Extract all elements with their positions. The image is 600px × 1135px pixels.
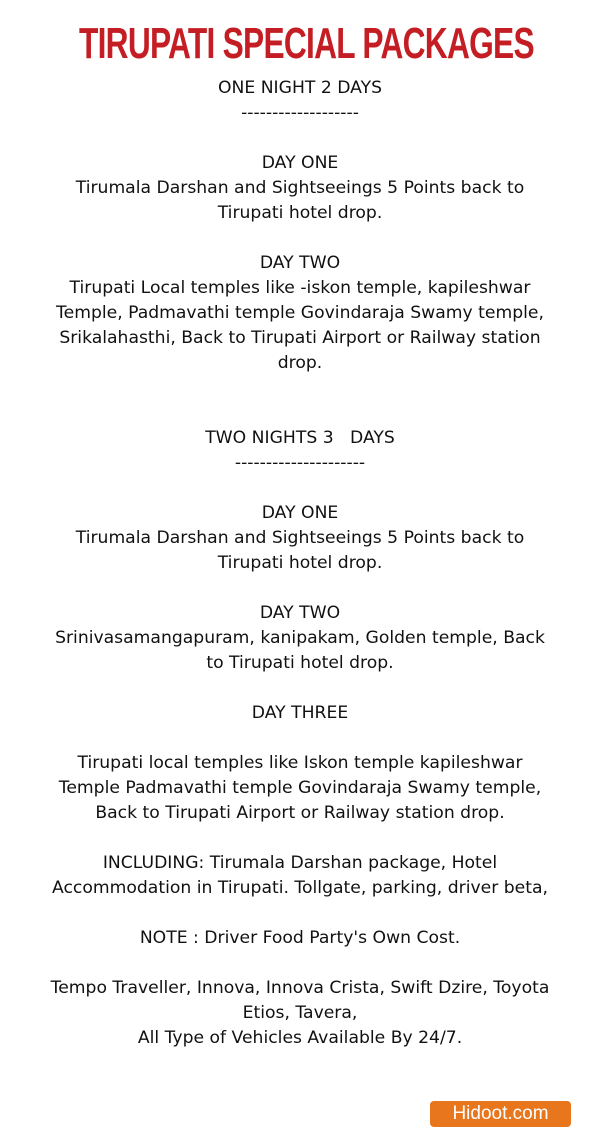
spacer [0,951,600,976]
day-description-line: Temple, Padmavathi temple Govindaraja Swamy temple, [56,303,544,323]
spacer [0,826,600,851]
divider: ------------------- [241,103,359,123]
vehicles-line: All Type of Vehicles Available By 24/7. [137,1028,463,1048]
divider: --------------------- [234,453,366,473]
day-description-line: to Tirupati hotel drop. [206,653,394,673]
day-description-line: Srinivasamangapuram, kanipakam, Golden temple, Back [55,628,545,648]
day-two-block [0,251,600,376]
day-description-line: Tirupati local temples like Iskon temple kapileshwar [77,753,523,773]
day-label: DAY TWO [259,603,341,623]
spacer [0,401,600,426]
vehicles-line: Tempo Traveller, Innova, Innova Crista, Swift Dzire, Toyota [50,978,550,998]
spacer [0,576,600,601]
day-label: DAY THREE [251,703,349,723]
vehicles-block [0,976,600,1051]
package-two-nights-three-days [0,426,600,826]
day-description-line: Tirumala Darshan and Sightseeings 5 Points back to [75,178,525,198]
day-description-line: Srikalahasthi, Back to Tirupati Airport or Railway station [59,328,541,348]
spacer [0,476,600,501]
day-label: DAY ONE [261,153,339,173]
including-line: INCLUDING: Tirumala Darshan package, Hotel [102,853,498,873]
package-heading: ONE NIGHT 2 DAYS [217,78,382,98]
package-content [0,76,600,1051]
spacer [0,676,600,701]
including-line: Accommodation in Tirupati. Tollgate, parking, driver beta, [52,878,548,898]
hidoot-watermark-badge: Hidoot.com [430,1101,571,1127]
spacer [0,376,600,401]
day-description-line: Tirupati hotel drop. [217,203,383,223]
page-title: TIRUPATI SPECIAL PACKAGES [78,19,534,68]
day-description-line: Tirumala Darshan and Sightseeings 5 Points back to [75,528,525,548]
day-description-line: drop. [277,353,323,373]
including-block [0,851,600,901]
day-two-block [0,601,600,676]
spacer [0,726,600,751]
day-label: DAY TWO [259,253,341,273]
package-one-night-two-days [0,76,600,376]
day-description-line: Back to Tirupati Airport or Railway station drop. [95,803,505,823]
day-description-line: Tirupati hotel drop. [217,553,383,573]
vehicles-line: Etios, Tavera, [242,1003,358,1023]
spacer [0,901,600,926]
day-one-block [0,501,600,576]
day-three-block [0,701,600,826]
day-description-line: Tirupati Local temples like -iskon temple, kapileshwar [69,278,531,298]
day-label: DAY ONE [261,503,339,523]
package-heading: TWO NIGHTS 3 DAYS [205,428,395,448]
day-one-block [0,151,600,226]
spacer [0,126,600,151]
spacer [0,226,600,251]
note-text: NOTE : Driver Food Party's Own Cost. [139,928,461,948]
day-description-line: Temple Padmavathi temple Govindaraja Swamy temple, [58,778,542,798]
